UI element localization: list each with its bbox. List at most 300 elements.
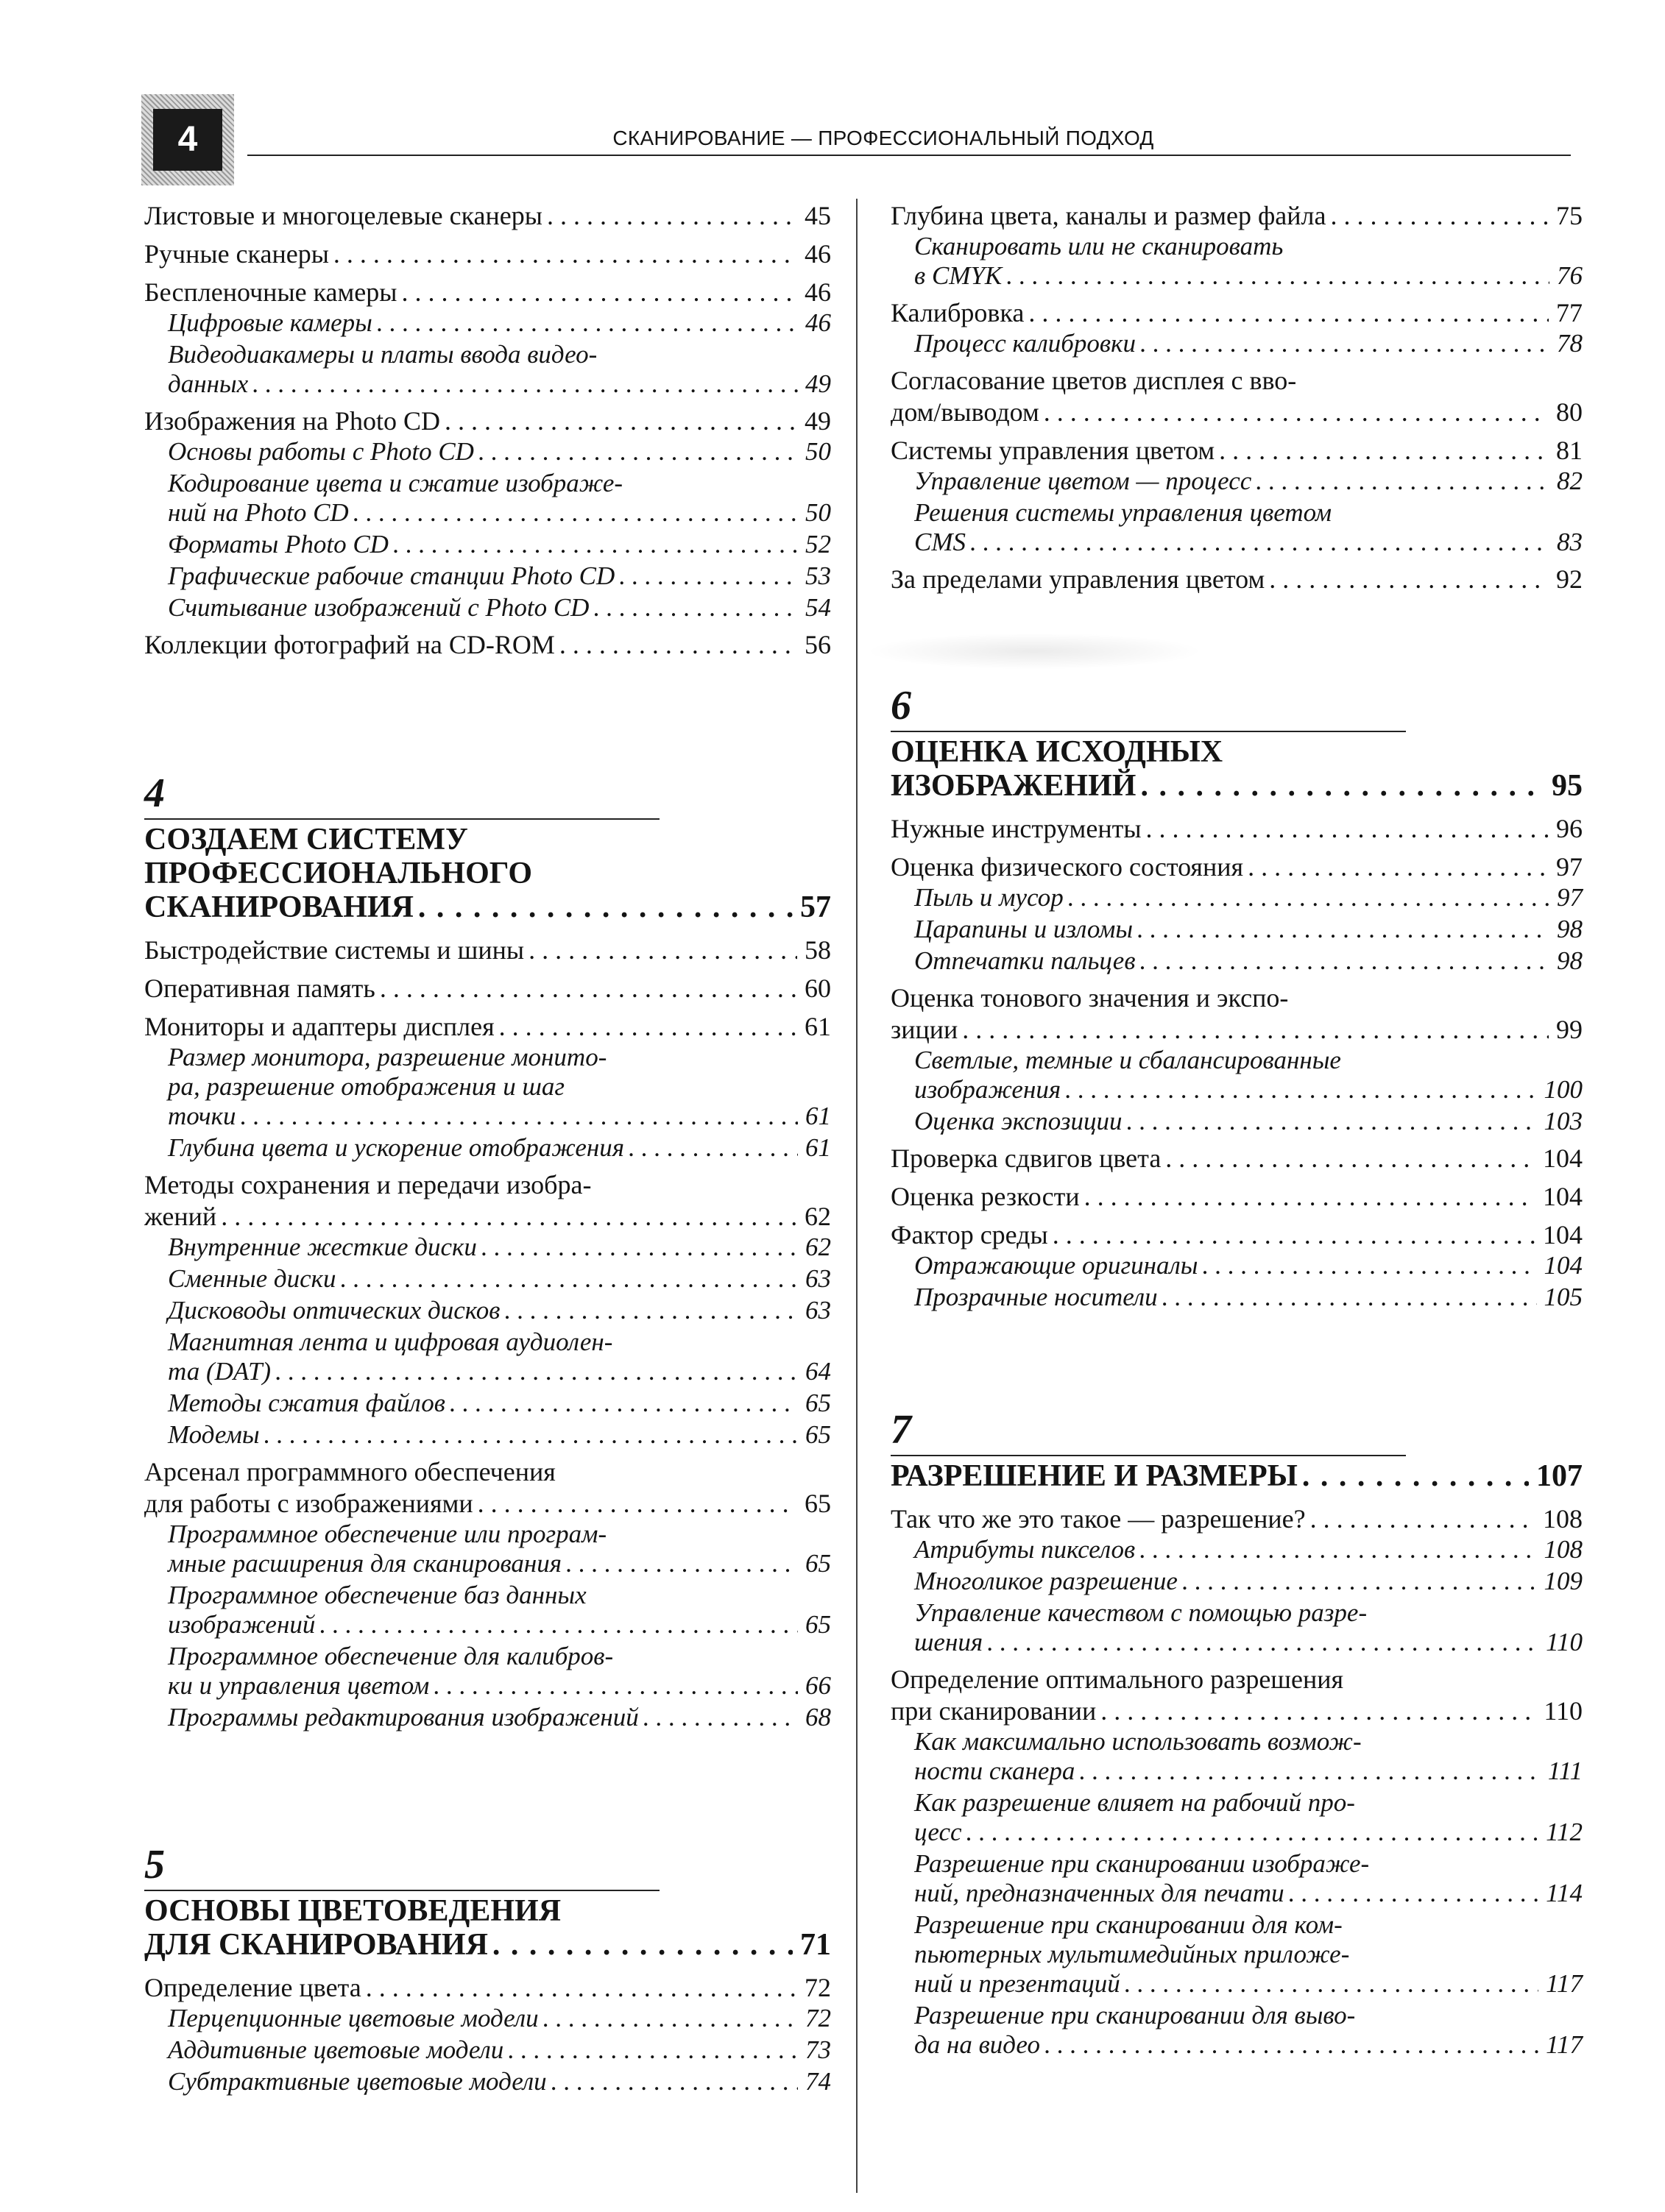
toc-entry-last-line [891, 397, 1583, 428]
toc-entry [144, 437, 831, 467]
toc-entry-title-line: изображений [168, 1610, 316, 1639]
toc-entry-last-line [891, 1695, 1583, 1727]
toc-entry-last-line [168, 1703, 831, 1732]
dot-leader [589, 593, 798, 623]
toc-entry-title-line: ний, предназначенных для печати [914, 1879, 1284, 1907]
toc-entry-title-line: Коллекции фотографий на CD-ROM [144, 630, 555, 659]
chapter-title-line: ОСНОВЫ ЦВЕТОВЕДЕНИЯ [144, 1894, 562, 1928]
toc-entry [144, 1389, 831, 1418]
toc-entry-title-line: Сменные диски [168, 1264, 336, 1293]
toc-page-number: 110 [1544, 1696, 1583, 1726]
toc-entry-last-line [914, 1969, 1583, 1999]
toc-entry [891, 1567, 1583, 1596]
toc-entry [144, 308, 831, 338]
dot-leader [495, 1011, 797, 1043]
toc-entry-last-line [891, 435, 1583, 467]
toc-entry [891, 498, 1583, 557]
dot-leader [1251, 467, 1549, 496]
toc-entry-last-line [144, 1011, 831, 1043]
toc-entry-title-line: в CMYK [914, 261, 1003, 290]
chapter-page-number: 107 [1536, 1459, 1583, 1493]
dot-leader [1120, 1969, 1538, 1999]
toc-entry-last-line [168, 1389, 831, 1418]
toc-entry [891, 1727, 1583, 1786]
toc-page-number: 104 [1543, 1144, 1583, 1173]
dot-leader [1002, 261, 1549, 291]
toc-entry [144, 1264, 831, 1294]
toc-entry [891, 1219, 1583, 1251]
toc-entry-title-line: Считывание изображений с Photo CD [168, 593, 590, 622]
toc-entry-last-line [891, 1014, 1583, 1046]
toc-entry-title-line: Оценка физического состояния [891, 852, 1244, 882]
chapter-page-number: 71 [800, 1928, 831, 1962]
chapter-title-last-line [144, 890, 831, 924]
toc-entry [144, 1420, 831, 1450]
chapter-title-line: РАЗРЕШЕНИЕ И РАЗМЕРЫ [891, 1459, 1298, 1493]
dot-leader [1298, 1459, 1529, 1493]
toc-entry-last-line [144, 200, 831, 232]
chapter-number: 6 [891, 683, 911, 729]
toc-entry-title-line: ки и управления цветом [168, 1671, 430, 1700]
dot-leader [562, 1549, 798, 1578]
toc-entry-title-line: Дисководы оптических дисков [168, 1296, 501, 1325]
toc-entry-last-line [168, 2004, 831, 2033]
toc-entry-title-line: Методы сжатия файлов [168, 1389, 445, 1417]
toc-entry-title-line: Ручные сканеры [144, 239, 329, 269]
toc-entry-last-line [914, 1879, 1583, 1908]
toc-entry-title-line: ности сканера [914, 1757, 1075, 1785]
toc-entry-title-line: Управление качеством с помощью разре- [914, 1598, 1368, 1627]
dot-leader [315, 1610, 798, 1639]
dot-leader [389, 530, 798, 559]
toc-entry-last-line [168, 308, 831, 338]
toc-entry [891, 297, 1583, 329]
toc-page-number: 46 [805, 308, 831, 337]
toc-entry-title-line: Видеодиакамеры и платы ввода видео- [168, 340, 598, 369]
toc-entry-title-line: Решения системы управления цветом [914, 498, 1332, 527]
toc-entry-title-line: Определение оптимального разрешения [891, 1665, 1344, 1694]
toc-entry [891, 1107, 1583, 1136]
chapter-rule [144, 1890, 660, 1891]
dot-leader [1135, 1535, 1536, 1564]
toc-entry-title-line: Согласование цветов дисплея с вво- [891, 366, 1297, 395]
dot-leader [966, 528, 1549, 557]
toc-entry-title-line: Разрешение при сканировании изображе- [914, 1849, 1370, 1878]
toc-entry-title-line: при сканировании [891, 1696, 1097, 1726]
toc-entry-last-line [891, 564, 1583, 595]
toc-entry-title-line: За пределами управления цветом [891, 564, 1265, 594]
dot-leader [236, 1102, 798, 1131]
toc-page-number: 62 [805, 1233, 831, 1261]
toc-entry-title-line: Арсенал программного обеспечения [144, 1457, 556, 1486]
chapter-title-last-line [144, 1928, 831, 1962]
toc-right-column [891, 200, 1583, 2060]
toc-entry [891, 883, 1583, 912]
toc-entry [144, 2067, 831, 2096]
toc-entry [144, 1169, 831, 1233]
chapter-number: 4 [144, 770, 165, 816]
page-number: 4 [153, 109, 222, 171]
dot-leader [1306, 1503, 1535, 1535]
toc-entry-title-line: мные расширения для сканирования [168, 1549, 562, 1578]
toc-entry-last-line [168, 1102, 831, 1131]
toc-entry [144, 200, 831, 232]
toc-entry [891, 813, 1583, 845]
toc-entry-title-line: жений [144, 1202, 217, 1231]
toc-entry [891, 1181, 1583, 1213]
toc-page-number: 98 [1557, 915, 1583, 943]
chapter-heading [891, 1408, 1583, 1493]
toc-page-number: 68 [805, 1703, 831, 1731]
toc-entry-title-line: для работы с изображениями [144, 1489, 473, 1518]
toc-entry-title-line: Основы работы с Photo CD [168, 437, 474, 466]
dot-leader [1215, 435, 1549, 467]
toc-page-number: 110 [1546, 1628, 1583, 1656]
toc-page-number: 74 [805, 2067, 831, 2096]
toc-entry-title-line: Системы управления цветом [891, 436, 1215, 465]
toc-entry-title-line: Программное обеспечение баз данных [168, 1581, 587, 1609]
toc-page-number: 61 [805, 1133, 831, 1162]
toc-entry-title-line: Как максимально использовать возмож- [914, 1727, 1362, 1756]
toc-entry-title-line: Отпечатки пальцев [914, 946, 1136, 975]
toc-page-number: 52 [805, 530, 831, 559]
toc-page-number: 58 [805, 935, 831, 965]
toc-entry [891, 467, 1583, 496]
toc-page-number: 61 [805, 1102, 831, 1130]
toc-entry [891, 435, 1583, 467]
toc-entry-title-line: Проверка сдвигов цвета [891, 1144, 1162, 1173]
toc-entry [891, 851, 1583, 883]
toc-page-number: 104 [1543, 1220, 1583, 1249]
toc-entry-title-line: Форматы Photo CD [168, 530, 389, 559]
toc-entry-last-line [914, 1075, 1583, 1105]
toc-entry [891, 1283, 1583, 1312]
toc-entry-last-line [914, 1107, 1583, 1136]
chapter-title-line: ОЦЕНКА ИСХОДНЫХ [891, 735, 1223, 769]
toc-entry-last-line [914, 915, 1583, 944]
dot-leader [1040, 2030, 1538, 2060]
toc-entry-last-line [914, 261, 1583, 291]
toc-entry [891, 1910, 1583, 1999]
toc-entry [144, 1296, 831, 1325]
toc-page-number: 65 [805, 1389, 831, 1417]
chapter-page-number: 95 [1552, 769, 1583, 803]
toc-page-number: 98 [1557, 946, 1583, 975]
toc-page-number: 73 [805, 2035, 831, 2064]
toc-page-number: 109 [1544, 1567, 1583, 1595]
toc-entry-last-line [168, 1296, 831, 1325]
toc-entry-title-line: данных [168, 369, 249, 398]
toc-entry-title-line: Светлые, темные и сбалансированные [914, 1046, 1341, 1074]
toc-entry-last-line [144, 1201, 831, 1233]
toc-entry-title-line: Глубина цвета, каналы и размер файла [891, 201, 1326, 230]
toc-entry-last-line [891, 200, 1583, 232]
toc-entry [891, 1251, 1583, 1280]
toc-entry [891, 1849, 1583, 1908]
dot-leader [1198, 1251, 1537, 1280]
toc-entry [891, 200, 1583, 232]
toc-entry [144, 340, 831, 399]
toc-page-number: 50 [805, 437, 831, 466]
toc-entry-title-line: Программное обеспечение для калибров- [168, 1642, 614, 1670]
toc-page-number: 112 [1546, 1818, 1583, 1846]
page-number-badge [141, 94, 234, 185]
dot-leader [1178, 1567, 1537, 1596]
toc-entry-title-line: шения [914, 1628, 983, 1656]
dot-leader [1080, 1181, 1535, 1213]
chapter-title-last-line [891, 1459, 1583, 1493]
toc-entry-title-line: Аддитивные цветовые модели [168, 2035, 504, 2064]
dot-leader [445, 1389, 798, 1418]
toc-entry-title-line: Перцепционные цветовые модели [168, 2004, 539, 2032]
toc-page-number: 114 [1546, 1879, 1583, 1907]
toc-entry-title-line: Пыль и мусор [914, 883, 1064, 912]
chapter-4 [144, 771, 831, 1732]
toc-entry-last-line [914, 1535, 1583, 1564]
dot-leader [473, 1488, 797, 1520]
running-header: СКАНИРОВАНИЕ — ПРОФЕССИОНАЛЬНЫЙ ПОДХОД [612, 127, 1154, 149]
toc-entry-title-line: ний на Photo CD [168, 498, 349, 527]
chapter-title-line: СОЗДАЕМ СИСТЕМУ [144, 823, 468, 857]
toc-entry [144, 1972, 831, 2004]
toc-page-number: 75 [1556, 201, 1583, 230]
toc-entry-title-line: Листовые и многоцелевые сканеры [144, 201, 542, 230]
toc-entry [891, 329, 1583, 358]
chapter-title-last-line [891, 769, 1583, 803]
toc-entry [144, 561, 831, 591]
dot-leader [624, 1133, 798, 1163]
toc-entry [891, 1664, 1583, 1727]
chapter-rule [891, 1455, 1406, 1456]
dot-leader [1158, 1283, 1537, 1312]
dot-leader [1284, 1879, 1538, 1908]
toc-entry-title-line: Изображения на Photo CD [144, 406, 441, 436]
dot-leader [1133, 915, 1549, 944]
toc-entry-title-line: Беспленочные камеры [144, 277, 397, 307]
toc-entry-last-line [168, 1133, 831, 1163]
toc-entry-title-line: Внутренние жесткие диски [168, 1233, 477, 1261]
chapter-7 [891, 1408, 1583, 2060]
dot-leader [1075, 1757, 1540, 1786]
chapter-title-line: ДЛЯ СКАНИРОВАНИЯ [144, 1928, 488, 1962]
toc-entry-title-line: да на видео [914, 2030, 1040, 2059]
toc-entry-title-line: Оценка экспозиции [914, 1107, 1123, 1135]
chapter-5 [144, 1843, 831, 2096]
toc-entry [891, 1535, 1583, 1564]
toc-page-number: 100 [1544, 1075, 1583, 1104]
dot-leader [248, 369, 798, 399]
dot-leader [1161, 1143, 1535, 1174]
toc-entry [891, 1598, 1583, 1657]
dot-leader [260, 1420, 798, 1450]
dot-leader [962, 1818, 1539, 1847]
toc-entry-title-line: Калибровка [891, 298, 1025, 327]
dot-leader [1326, 200, 1549, 232]
toc-entry-last-line [891, 851, 1583, 883]
toc-page-number: 92 [1556, 564, 1583, 594]
toc-entry-title-line: Методы сохранения и передачи изобра- [144, 1170, 592, 1199]
toc-entry-last-line [914, 2030, 1583, 2060]
toc-page-number: 65 [805, 1420, 831, 1449]
dot-leader [349, 498, 798, 528]
toc-entry-title-line: Субтрактивные цветовые модели [168, 2067, 547, 2096]
toc-entry-last-line [891, 1219, 1583, 1251]
toc-entry-last-line [168, 1357, 831, 1386]
toc-page-number: 63 [805, 1296, 831, 1325]
dot-leader [983, 1628, 1538, 1657]
toc-entry-title-line: Программы редактирования изображений [168, 1703, 639, 1731]
toc-entry-last-line [168, 561, 831, 591]
toc-entry-last-line [168, 369, 831, 399]
toc-entry-title-line: та (DAT) [168, 1357, 272, 1386]
toc-page-number: 72 [805, 2004, 831, 2032]
toc-page-number: 76 [1557, 261, 1583, 290]
chapter-number: 5 [144, 1842, 165, 1887]
toc-page-number: 103 [1544, 1107, 1583, 1135]
toc-entry [144, 1043, 831, 1131]
dot-leader [375, 973, 797, 1004]
toc-page-number: 62 [805, 1202, 831, 1231]
toc-entry-last-line [914, 528, 1583, 557]
toc-entry-title-line: Так что же это такое — разрешение? [891, 1504, 1306, 1534]
toc-entry [144, 1520, 831, 1578]
toc-entry [144, 238, 831, 270]
toc-entry-title-line: Разрешение при сканировании для ком- [914, 1910, 1343, 1939]
toc-entry-title-line: Быстродействие системы и шины [144, 935, 525, 965]
toc-entry-title-line: Магнитная лента и цифровая аудиолен- [168, 1327, 613, 1356]
column-divider [856, 199, 858, 2193]
toc-entry-last-line [168, 593, 831, 623]
toc-page-number: 46 [805, 277, 831, 307]
toc-entry-title-line: CMS [914, 528, 966, 556]
dot-leader [271, 1357, 798, 1386]
toc-entry-last-line [914, 1283, 1583, 1312]
dot-leader [474, 437, 798, 467]
dot-leader [542, 200, 797, 232]
toc-entry-last-line [914, 1757, 1583, 1786]
chapter-number: 7 [891, 1407, 911, 1453]
toc-entry [891, 365, 1583, 428]
toc-entry [144, 1133, 831, 1163]
chapter-rule [891, 731, 1406, 732]
toc-entry [144, 1581, 831, 1639]
dot-leader [1136, 329, 1549, 358]
toc-entry [891, 1046, 1583, 1105]
toc-entry [891, 1503, 1583, 1535]
toc-entry-last-line [168, 1549, 831, 1578]
dot-leader [1136, 946, 1549, 976]
toc-page-number: 65 [805, 1549, 831, 1578]
dot-leader [414, 890, 793, 924]
toc-entry-last-line [914, 883, 1583, 912]
dot-leader [1039, 397, 1549, 428]
toc-page-number: 66 [805, 1671, 831, 1700]
toc-entry-last-line [891, 1143, 1583, 1174]
toc-entry-last-line [144, 935, 831, 966]
toc-entry-last-line [891, 1181, 1583, 1213]
toc-entry-last-line [914, 1818, 1583, 1847]
toc-entry-title-line: Модемы [168, 1420, 260, 1449]
toc-page-number: 81 [1556, 436, 1583, 465]
toc-entry-title-line: цесс [914, 1818, 962, 1846]
toc-page-number: 45 [805, 201, 831, 230]
toc-entry-last-line [914, 1567, 1583, 1596]
toc-entry-title-line: Нужные инструменты [891, 814, 1142, 843]
toc-entry [144, 629, 831, 661]
toc-entry-title-line: Кодирование цвета и сжатие изображе- [168, 469, 623, 497]
toc-page-number: 99 [1556, 1015, 1583, 1044]
toc-entry-title-line: ний и презентаций [914, 1969, 1120, 1998]
chapter-title-line: СКАНИРОВАНИЯ [144, 890, 414, 924]
toc-entry-last-line [168, 1233, 831, 1262]
dot-leader [1265, 564, 1549, 595]
dot-leader [1243, 851, 1549, 883]
toc-entry-last-line [144, 1488, 831, 1520]
dot-leader [372, 308, 798, 338]
toc-entry [144, 1327, 831, 1386]
toc-page-number: 65 [805, 1489, 831, 1518]
toc-entry [891, 946, 1583, 976]
dot-leader [958, 1014, 1549, 1046]
dot-leader [1096, 1695, 1536, 1727]
toc-entry [144, 2004, 831, 2033]
toc-entry-title-line: ра, разрешение отображения и шаг [168, 1072, 565, 1101]
toc-page-number: 63 [805, 1264, 831, 1293]
toc-entry-title-line: Размер монитора, разрешение монито- [168, 1043, 607, 1071]
toc-entry-title-line: Атрибуты пикселов [914, 1535, 1136, 1564]
dot-leader [429, 1671, 798, 1701]
toc-entry-title-line: Царапины и изломы [914, 915, 1134, 943]
dot-leader [216, 1201, 797, 1233]
header-rule [247, 155, 1571, 156]
toc-entry [144, 973, 831, 1004]
toc-page-number: 82 [1557, 467, 1583, 495]
dot-leader [524, 935, 797, 966]
toc-entry-title-line: Многоликое разрешение [914, 1567, 1178, 1595]
dot-leader [361, 1972, 797, 2004]
toc-page-number: 83 [1557, 528, 1583, 556]
toc-entry [144, 277, 831, 308]
toc-page-number: 61 [805, 1012, 831, 1041]
chapter-heading [891, 684, 1583, 803]
dot-leader [1136, 769, 1544, 803]
toc-entry [891, 564, 1583, 595]
toc-page-number: 78 [1557, 329, 1583, 358]
toc-entry-last-line [168, 2035, 831, 2065]
toc-entry-title-line: дом/выводом [891, 397, 1039, 427]
dot-leader [397, 277, 797, 308]
toc-entry-last-line [168, 1264, 831, 1294]
toc-entry [891, 982, 1583, 1046]
toc-page-number: 80 [1556, 397, 1583, 427]
toc-entry-title-line: Программное обеспечение или програм- [168, 1520, 607, 1548]
chapter-rule [144, 818, 660, 820]
toc-entry-title-line: изображения [914, 1075, 1061, 1104]
toc-entry-last-line [168, 498, 831, 528]
dot-leader [615, 561, 798, 591]
toc-entry-last-line [144, 973, 831, 1004]
toc-page-number: 97 [1557, 883, 1583, 912]
toc-page-number: 65 [805, 1610, 831, 1639]
toc-entry [144, 593, 831, 623]
toc-page-number: 104 [1543, 1182, 1583, 1211]
dot-leader [1142, 813, 1549, 845]
toc-page-number: 49 [805, 369, 831, 398]
chapter-heading [144, 771, 831, 924]
toc-entry-last-line [914, 1251, 1583, 1280]
toc-entry [144, 530, 831, 559]
toc-entry-title-line: пьютерных мультимедийных приложе- [914, 1940, 1350, 1968]
